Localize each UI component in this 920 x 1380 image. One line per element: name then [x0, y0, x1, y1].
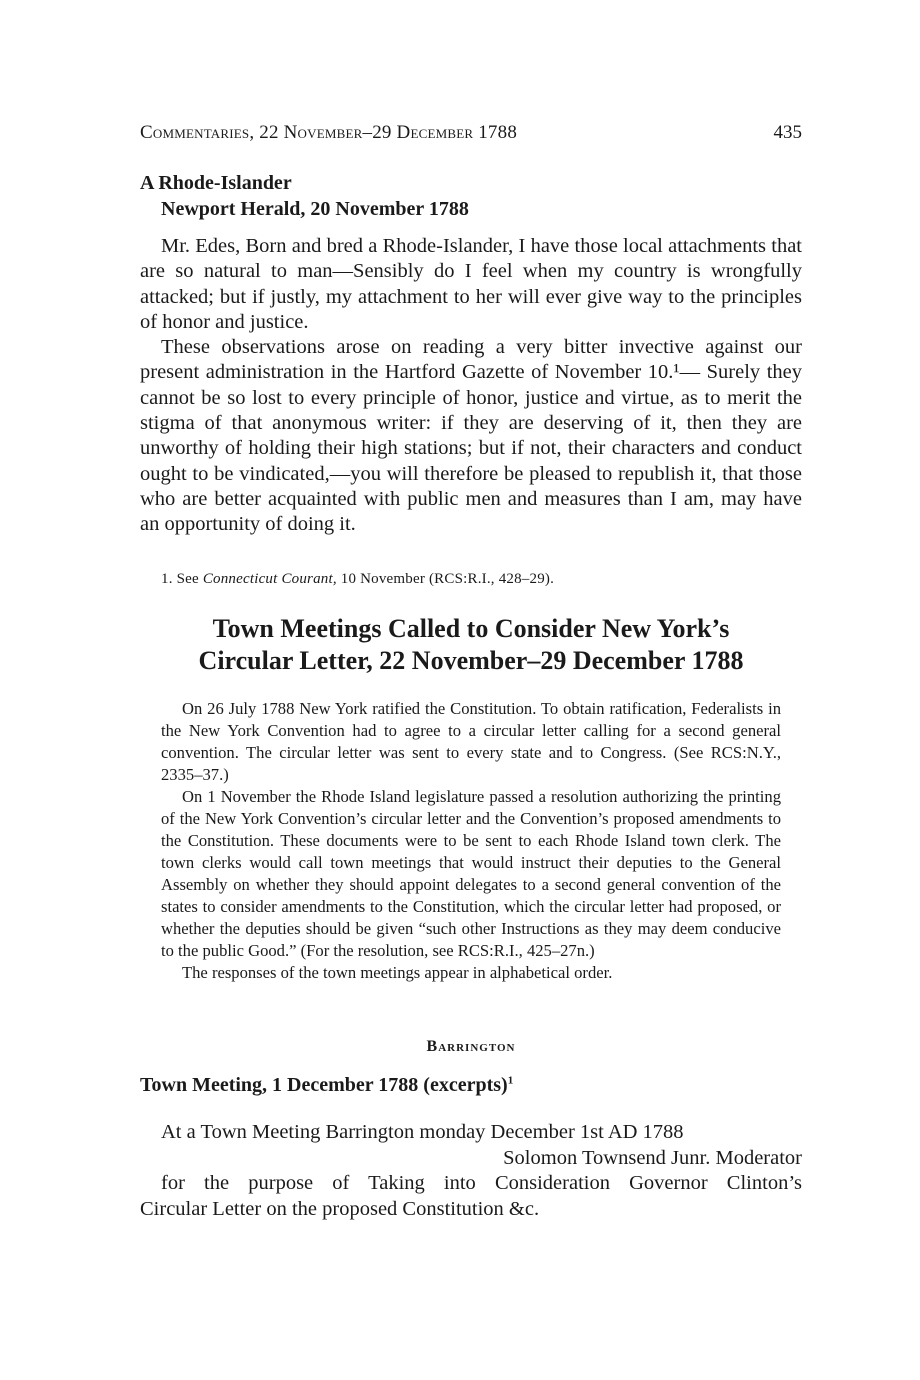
- meeting-note-marker: 1: [507, 1074, 514, 1087]
- footnote-source: Connecticut Courant,: [202, 571, 337, 587]
- meeting-line: Circular Letter on the proposed Constitution &c.: [140, 1197, 540, 1220]
- editorial-intro: [161, 698, 781, 984]
- footnote-suffix: 10 November (RCS:R.I., 428–29).: [336, 571, 555, 587]
- intro-paragraph: On 26 July 1788 New York ratified the Constitution. To obtain ratification, Federalists in the New York Convention had to agree to a circular letter calling for a second general convention. The circular letter was sent to every state and to Congress. (See RCS:N.Y., 2335–37.): [161, 699, 781, 784]
- running-head: [140, 122, 802, 148]
- meeting-line: for the purpose of Taking into Consideration Governor Clinton’s: [161, 1172, 802, 1194]
- footnote: [161, 571, 554, 588]
- meeting-line: At a Town Meeting Barrington monday December 1st AD 1788: [161, 1121, 684, 1143]
- section-body: [140, 234, 802, 538]
- section-source: Newport Herald, 20 November 1788: [161, 198, 469, 220]
- meeting-line: Solomon Townsend Junr. Moderator: [503, 1146, 802, 1169]
- meeting-text: [140, 1120, 802, 1222]
- meeting-title: [140, 1074, 513, 1097]
- chapter-heading: [140, 613, 802, 677]
- chapter-heading-line: Town Meetings Called to Consider New York’s: [212, 614, 730, 643]
- body-paragraph: Mr. Edes, Born and bred a Rhode-Islander, I have those local attachments that are so natural to man—Sensibly do I feel when my country is wrongfully attacked; but if justly, my attachment to her will ever give way to the principles of honor and justice.: [140, 235, 802, 333]
- meeting-title-text: Town Meeting, 1 December 1788 (excerpts): [140, 1074, 508, 1096]
- section-title: A Rhode-Islander: [140, 172, 292, 194]
- town-heading: Barrington: [426, 1038, 516, 1055]
- footnote-prefix: 1. See: [161, 571, 203, 587]
- intro-paragraph: The responses of the town meetings appear in alphabetical order.: [182, 963, 613, 982]
- page-number: 435: [773, 122, 802, 143]
- intro-paragraph: On 1 November the Rhode Island legislature passed a resolution authorizing the printing of the New York Convention’s circular letter and the Convention’s proposed amendments to the Constitution. These documents were to be sent to each Rhode Island town clerk. The town clerks would call town meetings that would instruct their deputies to the General Assembly on whether they should appoint delegates to a second general convention of the states to consider amendments to the Constitution, which the circular letter had proposed, or whether the deputies should be given “such other Instructions as they may deem conducive to the public Good.” (For the resolution, see RCS:R.I., 425–27n.): [161, 787, 781, 960]
- chapter-heading-line: Circular Letter, 22 November–29 December 1788: [198, 646, 744, 675]
- body-paragraph: These observations arose on reading a very bitter invective against our present administration in the Hartford Gazette of November 10.¹— Surely they cannot be so lost to every principle of honor, justice and virtue, as to merit the stigma of that anonymous writer: if they are deserving of it, then they are unworthy of holding their high stations; but if not, their characters and conduct ought to be vindicated,—you will therefore be pleased to republish it, that those who are better acquainted with public men and measures than I am, may have an opportunity of doing it.: [140, 336, 802, 536]
- running-head-title: Commentaries, 22 November–29 December 1788: [140, 122, 518, 143]
